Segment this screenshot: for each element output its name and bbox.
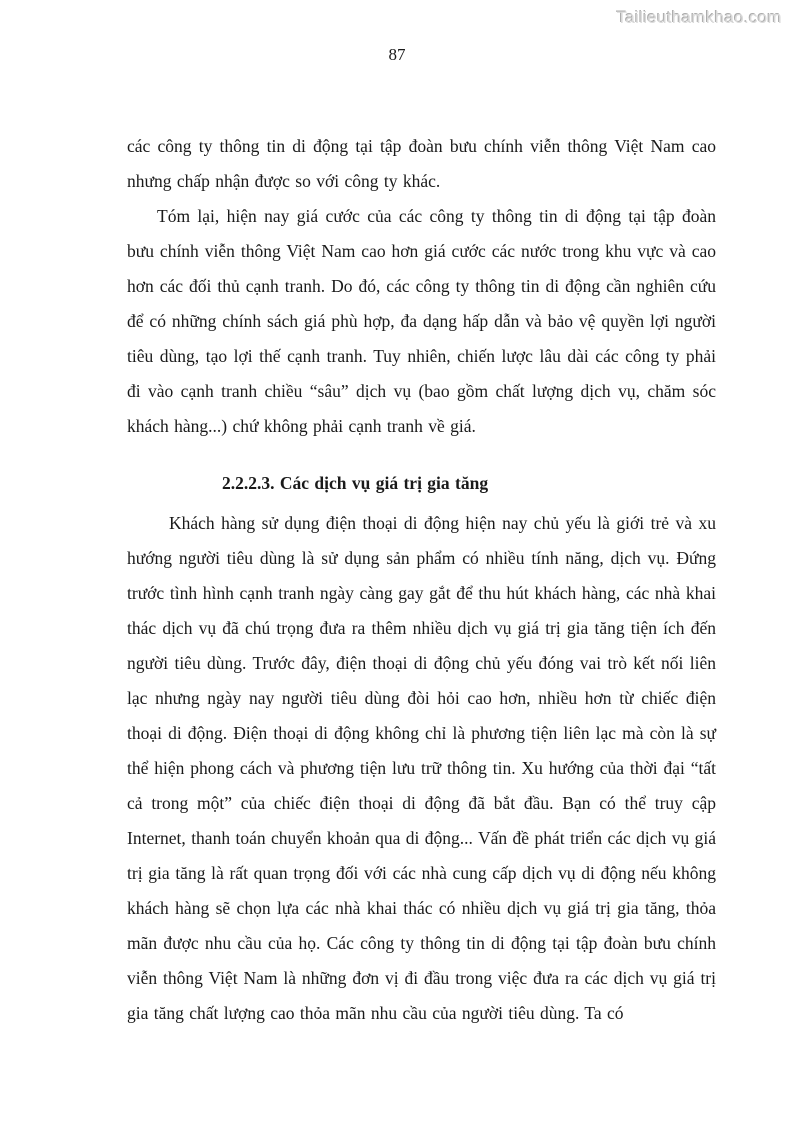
watermark-text: Tailieuthamkhao.com bbox=[616, 8, 782, 27]
document-body bbox=[127, 129, 716, 1031]
section-heading-value-added-services: 2.2.2.3. Các dịch vụ giá trị gia tăng bbox=[222, 473, 489, 493]
paragraph-value-added-services: Khách hàng sử dụng điện thoại di động hiện nay chủ yếu là giới trẻ và xu hướng người tiêu dùng là sử dụng sản phẩm có nhiều tính năng, dịch vụ. Đứng trước tình hình cạnh tranh ngày càng gay gắt để thu hút khách hàng, các nhà khai thác dịch vụ đã chú trọng đưa ra thêm nhiều dịch vụ giá trị gia tăng tiện ích đến người tiêu dùng. Trước đây, điện thoại di động chủ yếu đóng vai trò kết nối liên lạc nhưng ngày nay người tiêu dùng đòi hỏi cao hơn, nhiều hơn từ chiếc điện thoại di động. Điện thoại di động không chỉ là phương tiện liên lạc mà còn là sự thể hiện phong cách và phương tiện lưu trữ thông tin. Xu hướng của thời đại “tất cả trong một” của chiếc điện thoại di động đã bắt đầu. Bạn có thể truy cập Internet, thanh toán chuyển khoản qua di động... Vấn đề phát triển các dịch vụ giá trị gia tăng là rất quan trọng đối với các nhà cung cấp dịch vụ di động nếu không khách hàng sẽ chọn lựa các nhà khai thác có nhiều dịch vụ giá trị gia tăng, thỏa mãn được nhu cầu của họ. Các công ty thông tin di động tại tập đoàn bưu chính viễn thông Việt Nam là những đơn vị đi đầu trong việc đưa ra các dịch vụ giá trị gia tăng chất lượng cao thỏa mãn nhu cầu của người tiêu dùng. Ta có bbox=[127, 513, 716, 1023]
paragraph-price-summary: Tóm lại, hiện nay giá cước của các công ty thông tin di động tại tập đoàn bưu chính viễn thông Việt Nam cao hơn giá cước các nước trong khu vực và cao hơn các đối thủ cạnh tranh. Do đó, các công ty thông tin di động cần nghiên cứu để có những chính sách giá phù hợp, đa dạng hấp dẫn và bảo vệ quyền lợi người tiêu dùng, tạo lợi thế cạnh tranh. Tuy nhiên, chiến lược lâu dài các công ty phải đi vào cạnh tranh chiều “sâu” dịch vụ (bao gồm chất lượng dịch vụ, chăm sóc khách hàng...) chứ không phải cạnh tranh về giá. bbox=[127, 206, 716, 436]
paragraph-price-conclusion-continued: các công ty thông tin di động tại tập đoàn bưu chính viễn thông Việt Nam cao nhưng chấp nhận được so với công ty khác. bbox=[127, 136, 716, 191]
page-number: 87 bbox=[388, 45, 406, 64]
